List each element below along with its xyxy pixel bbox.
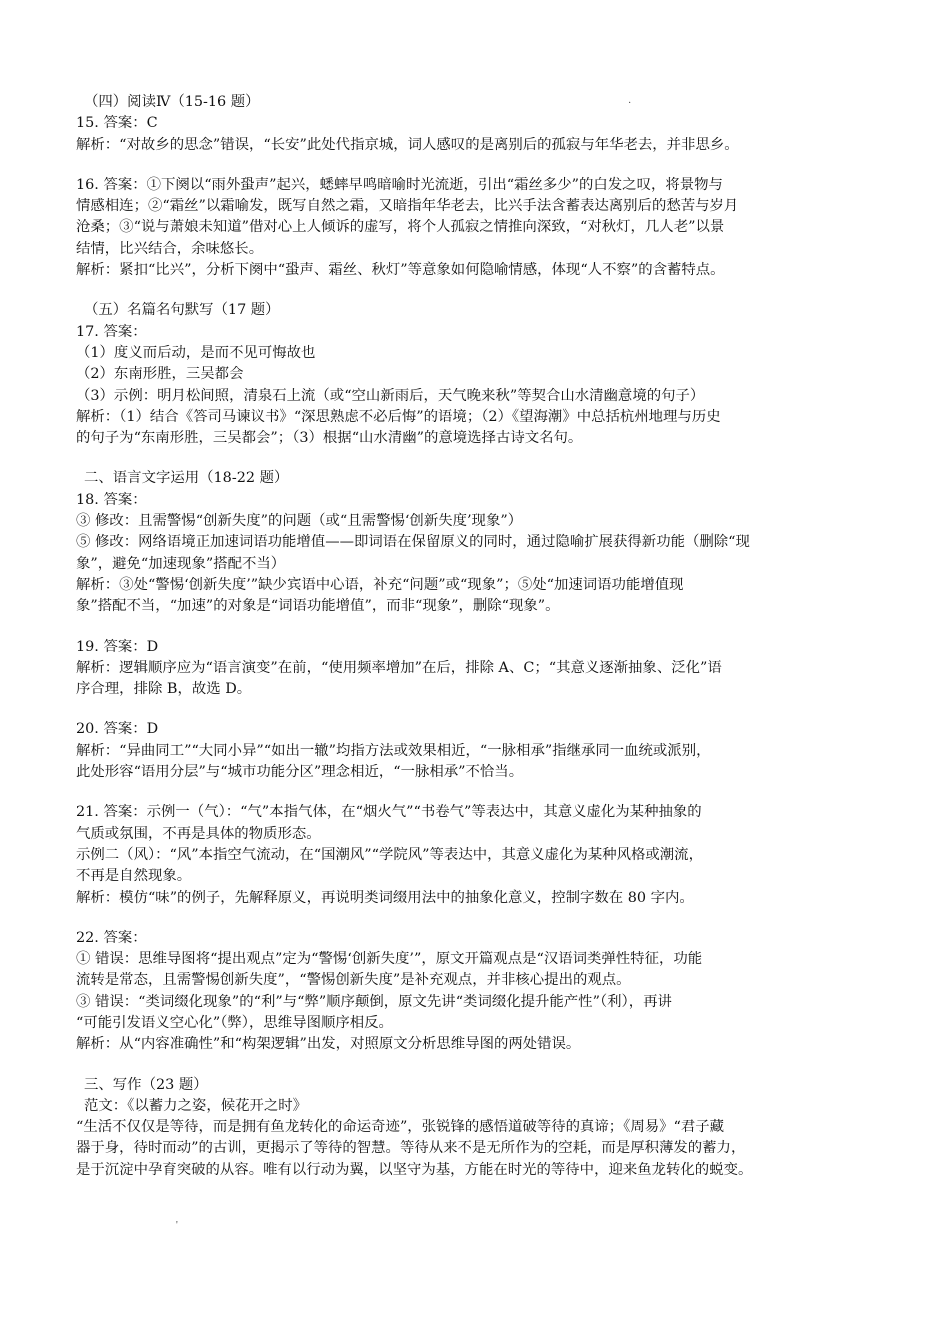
text-line: 三、写作（23 题） <box>84 1076 208 1093</box>
paragraph-gap <box>76 909 876 928</box>
paragraph-gap <box>76 449 876 468</box>
text-line: 解析：紧扣“比兴”，分析下阕中“蛩声、霜丝、秋灯”等意象如何隐喻情感，体现“人不察”的含蓄特点。 <box>76 262 725 279</box>
text-line: 此处形容“语用分层”与“城市功能分区”理念相近，“一脉相承”不恰当。 <box>76 764 524 781</box>
text-line: 解析：从“内容准确性”和“构架逻辑”出发，对照原文分析思维导图的两处错误。 <box>76 1036 581 1053</box>
text-line: 示例二（风）：“风”本指空气流动，在“国潮风”“学院风”等表达中，其意义虚化为某种风格或潮流， <box>76 846 703 863</box>
scan-dot: ' <box>176 1220 178 1231</box>
text-line: ⑤ 修改：网络语境正加速词语功能增值——即词语在保留原义的同时，通过隐喻扩展获得新功能（删除“现 <box>76 534 750 551</box>
text-line: 是于沉淀中孕育突破的从容。唯有以行动为翼，以坚守为基，方能在时光的等待中，迎来鱼龙转化的蜕变。 <box>76 1161 753 1178</box>
paragraph-gap <box>76 156 876 175</box>
text-line: （四）阅读Ⅳ（15-16 题） <box>84 94 260 110</box>
text-line: ① 错误：思维导图将“提出观点”定为“警惕‘创新失度’”，原文开篇观点是“汉语词类弹性特征，功能 <box>76 951 703 968</box>
text-line: 沧桑；③“说与萧娘未知道”借对心上人倾诉的虚写，将个人孤寂之情推向深致，“对秋灯，几人老”以景 <box>76 219 725 236</box>
text-line: 解析：③处“警惕‘创新失度’”缺少宾语中心语，补充“问题”或“现象”；⑤处“加速词语功能增值现 <box>76 576 684 593</box>
text-line: 器于身，待时而动”的古训，更揭示了等待的智慧。等待从来不是无所作为的空耗，而是厚积薄发的蓄力， <box>76 1140 746 1157</box>
text-line: “可能引发语义空心化”（弊），思维导图顺序相反。 <box>76 1014 393 1031</box>
text-line: 不再是自然现象。 <box>76 868 192 885</box>
text-line: 流转是常态，且需警惕创新失度”，“警惕创新失度”是补充观点，并非核心提出的观点。 <box>76 972 631 989</box>
text-line: 22. 答案： <box>76 929 147 946</box>
text-line: ③ 修改：且需警惕“创新失度”的问题（或“且需警惕‘创新失度’现象”） <box>76 513 523 530</box>
paragraph-gap <box>76 1056 876 1075</box>
text-line: 解析：模仿“味”的例子，先解释原义，再说明类词缀用法中的抽象化意义，控制字数在 80 字内。 <box>76 889 694 906</box>
text-line: 象”搭配不当，“加速”的对象是“词语功能增值”，而非“现象”，删除“现象”。 <box>76 598 560 615</box>
text-line: 二、语言文字运用（18-22 题） <box>84 470 289 487</box>
scan-dot: · <box>628 98 632 109</box>
document-page <box>76 92 876 1181</box>
text-line: （1）度义而后动，是而不见可悔故也 <box>76 344 316 361</box>
text-line: （2）东南形胜，三吴都会 <box>76 366 244 383</box>
text-line: 象”，避免“加速现象”搭配不当） <box>76 555 286 572</box>
text-line: 17. 答案： <box>76 323 147 340</box>
text-line: 解析：“异曲同工”“大同小异”“如出一辙”均指方法或效果相近，“一脉相承”指继承同一血统或派别， <box>76 742 711 759</box>
text-line: 结情，比兴结合，余味悠长。 <box>76 240 264 257</box>
text-line: 解析：“对故乡的思念”错误，“长安”此处代指京城，词人感叹的是离别后的孤寂与年华老去，并非思乡。 <box>76 136 739 153</box>
text-line: 的句子为“东南形胜，三吴都会”；（3）根据“山水清幽”的意境选择古诗文名句。 <box>76 430 583 447</box>
text-line: 序合理，排除 B，故选 D。 <box>76 681 252 698</box>
paragraph-gap <box>76 618 876 637</box>
paragraph-gap <box>76 783 876 802</box>
text-line: 16. 答案：①下阕以“雨外蛩声”起兴，蟋蟀早鸣暗喻时光流逝，引出“霜丝多少”的白发之叹，将景物与 <box>76 176 723 193</box>
text-line: 气质或氛围，不再是具体的物质形态。 <box>76 825 321 842</box>
text-line: 21. 答案：示例一（气）：“气”本指气体，在“烟火气”“书卷气”等表达中，其意义虚化为某种抽象的 <box>76 804 702 821</box>
text-line: （五）名篇名句默写（17 题） <box>84 302 280 319</box>
text-line: 情感相连；②“霜丝”以霜喻发，既写自然之霜，又暗指年华老去，比兴手法含蓄表达离别后的愁苦与岁月 <box>76 198 739 215</box>
text-line: ③ 错误：“类词缀化现象”的“利”与“弊”顺序颠倒，原文先讲“类词缀化提升能产性”（利），再讲 <box>76 993 672 1010</box>
text-line: 18. 答案： <box>76 491 147 508</box>
text-line: 19. 答案：D <box>76 638 159 655</box>
text-line: 范文：《以蓄力之姿，候花开之时》 <box>84 1097 308 1114</box>
text-line: “生活不仅仅是等待，而是拥有鱼龙转化的命运奇迹”，张锐锋的感悟道破等待的真谛；《周易》“君子藏 <box>76 1119 725 1136</box>
text-line: 15. 答案：C <box>76 115 158 132</box>
paragraph-gap <box>76 700 876 719</box>
text-line: 解析：逻辑顺序应为“语言演变”在前，“使用频率增加”在后，排除 A、C；“其意义逐渐抽象、泛化”语 <box>76 659 722 676</box>
paragraph-gap <box>76 281 876 300</box>
text-line: （3）示例：明月松间照，清泉石上流（或“空山新雨后，天气晚来秋”等契合山水清幽意境的句子） <box>76 387 705 404</box>
text-line: 20. 答案：D <box>76 721 159 738</box>
text-line: 解析：（1）结合《答司马谏议书》“深思熟虑不必后悔”的语境；（2）《望海潮》中总括杭州地理与历史 <box>76 408 721 425</box>
